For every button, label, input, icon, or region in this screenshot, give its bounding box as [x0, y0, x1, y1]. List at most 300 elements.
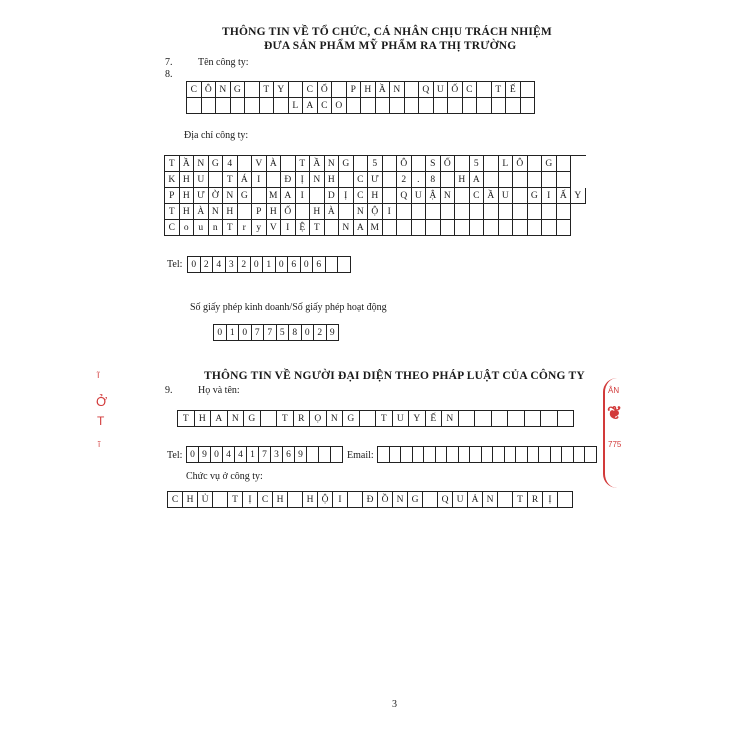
company-address-cell: K	[165, 172, 180, 188]
company-name-cell	[347, 98, 362, 114]
company-address-cell: S	[426, 156, 441, 172]
company-address-cell	[383, 188, 398, 204]
company-name-cell	[477, 98, 492, 114]
company-address-row	[165, 204, 586, 220]
company-name-cell: Q	[419, 82, 434, 98]
rep-name-cell: Y	[409, 411, 426, 427]
company-address-cell: T	[165, 156, 180, 172]
rep-email-cell	[539, 447, 551, 463]
company-address-cell: Q	[397, 188, 412, 204]
company-address-cell: Ư	[368, 172, 383, 188]
rep-name-cell	[508, 411, 525, 427]
rep-position-cell: C	[258, 492, 273, 508]
company-address-cell	[209, 172, 224, 188]
company-address-cell: N	[194, 156, 209, 172]
rep-name-cell	[525, 411, 542, 427]
rep-name-cell	[475, 411, 492, 427]
rep-position-cell: Ủ	[198, 492, 213, 508]
rep-name-cell: T	[178, 411, 195, 427]
rep-position-cell: C	[168, 492, 183, 508]
company-name-cell	[521, 82, 536, 98]
company-tel-cell: 0	[251, 257, 264, 273]
company-name-cell: C	[318, 98, 333, 114]
company-name-cell: L	[289, 98, 304, 114]
company-address-cell: Ầ	[484, 188, 499, 204]
company-tel-cell: 6	[288, 257, 301, 273]
company-address-cell	[542, 220, 557, 236]
company-address-cell: 4	[223, 156, 238, 172]
rep-email-cell	[482, 447, 494, 463]
rep-position-cell	[213, 492, 228, 508]
rep-email-cell	[390, 447, 402, 463]
company-name-cell	[260, 98, 275, 114]
license-number-cell: 9	[327, 325, 340, 341]
company-address-cell	[470, 220, 485, 236]
company-address-cell	[412, 220, 427, 236]
company-name-cell	[361, 98, 376, 114]
company-address-cell	[557, 156, 572, 172]
rep-position-cell: R	[528, 492, 543, 508]
company-name-cell	[492, 98, 507, 114]
company-address-cell	[513, 172, 528, 188]
rep-position-cell: H	[303, 492, 318, 508]
rep-position-cell: T	[513, 492, 528, 508]
company-name-cell: U	[434, 82, 449, 98]
company-name-cell	[419, 98, 434, 114]
rep-email-grid	[377, 446, 597, 463]
company-address-cell	[267, 172, 282, 188]
company-address-row	[165, 220, 586, 236]
company-address-cell: N	[223, 188, 238, 204]
license-number-cell: 1	[227, 325, 240, 341]
rep-position-cell: Q	[438, 492, 453, 508]
company-name-cell: C	[463, 82, 478, 98]
left-stamp-fragment-bottom: ĩ	[98, 440, 101, 449]
item-number-9: 9.	[165, 385, 173, 396]
company-address-cell	[325, 220, 340, 236]
rep-email-cell	[585, 447, 597, 463]
company-address-cell	[310, 188, 325, 204]
company-address-cell	[354, 156, 369, 172]
company-name-cell: Ổ	[318, 82, 333, 98]
company-name-cell	[448, 98, 463, 114]
rep-name-cell: N	[228, 411, 245, 427]
org-title-line-1: THÔNG TIN VỀ TỔ CHỨC, CÁ NHÂN CHỊU TRÁCH NHIỆM	[222, 26, 552, 38]
company-address-cell: Ấ	[557, 188, 572, 204]
company-address-cell	[484, 172, 499, 188]
rep-position-cell: Ả	[468, 492, 483, 508]
rep-email-cell	[378, 447, 390, 463]
company-address-cell: Ộ	[368, 204, 383, 220]
company-address-cell: y	[252, 220, 267, 236]
company-address-cell	[383, 156, 398, 172]
rep-position-cell: H	[273, 492, 288, 508]
company-address-cell: .	[412, 172, 427, 188]
org-title-line-2: ĐƯA SẢN PHẨM MỸ PHẨM RA THỊ TRƯỜNG	[264, 40, 517, 52]
company-name-cell	[506, 98, 521, 114]
company-address-cell	[441, 204, 456, 220]
company-tel-cell: 2	[238, 257, 251, 273]
company-address-cell: H	[223, 204, 238, 220]
rep-tel-cell	[331, 447, 343, 463]
company-address-cell: I	[252, 172, 267, 188]
license-number-cell: 5	[277, 325, 290, 341]
company-address-cell	[499, 172, 514, 188]
company-address-cell: N	[441, 188, 456, 204]
license-number-cell: 0	[239, 325, 252, 341]
company-address-cell	[484, 156, 499, 172]
rep-tel-cell: 7	[259, 447, 271, 463]
rep-position-cell: Đ	[363, 492, 378, 508]
rep-tel-label: Tel:	[167, 450, 183, 461]
rep-position-cell: T	[228, 492, 243, 508]
rep-email-cell	[447, 447, 459, 463]
license-number-cell: 7	[264, 325, 277, 341]
company-name-cell	[202, 98, 217, 114]
rep-position-cell	[348, 492, 363, 508]
rep-position-cell	[498, 492, 513, 508]
company-address-cell: N	[209, 204, 224, 220]
company-tel-cell: 0	[276, 257, 289, 273]
company-address-cell: Ô	[513, 156, 528, 172]
company-address-cell: o	[180, 220, 195, 236]
rep-position-cell	[558, 492, 573, 508]
company-address-cell	[484, 220, 499, 236]
company-address-cell: Đ	[281, 172, 296, 188]
license-number-cell: 7	[252, 325, 265, 341]
license-number-cell: 2	[314, 325, 327, 341]
company-address-cell: H	[310, 204, 325, 220]
company-address-cell: H	[180, 172, 195, 188]
company-address-cell: n	[209, 220, 224, 236]
company-tel-cell: 1	[263, 257, 276, 273]
company-address-cell: H	[267, 204, 282, 220]
company-address-cell: C	[354, 188, 369, 204]
company-name-cell	[477, 82, 492, 98]
company-address-cell	[528, 172, 543, 188]
company-address-cell	[397, 204, 412, 220]
company-name-cell	[231, 98, 246, 114]
right-stamp-fragment	[603, 378, 629, 488]
company-address-cell: Ư	[194, 188, 209, 204]
company-address-cell: H	[325, 172, 340, 188]
company-address-cell: I	[542, 188, 557, 204]
company-address-cell: D	[325, 188, 340, 204]
company-address-row	[165, 188, 586, 204]
company-tel-cell: 2	[201, 257, 214, 273]
company-address-cell	[426, 204, 441, 220]
company-address-cell	[455, 188, 470, 204]
rep-tel-grid	[186, 446, 343, 463]
company-address-cell: Ô	[397, 156, 412, 172]
rep-email-cell	[551, 447, 563, 463]
company-address-row	[165, 156, 586, 172]
company-address-cell	[484, 204, 499, 220]
company-address-cell: V	[267, 220, 282, 236]
rep-email-cell	[562, 447, 574, 463]
company-address-cell	[542, 204, 557, 220]
rep-position-cell: N	[393, 492, 408, 508]
company-address-cell	[455, 204, 470, 220]
rep-name-cell: U	[393, 411, 410, 427]
company-address-cell: I	[296, 188, 311, 204]
rep-name-cell: N	[327, 411, 344, 427]
company-address-cell	[238, 204, 253, 220]
company-address-cell	[412, 204, 427, 220]
company-address-cell: L	[499, 156, 514, 172]
company-address-cell: N	[325, 156, 340, 172]
company-address-cell: G	[238, 188, 253, 204]
company-name-cell	[332, 82, 347, 98]
company-address-cell: U	[499, 188, 514, 204]
company-name-cell	[187, 98, 202, 114]
company-address-cell: À	[194, 204, 209, 220]
company-address-cell: C	[165, 220, 180, 236]
company-address-cell	[397, 220, 412, 236]
rep-tel-cell: 9	[199, 447, 211, 463]
company-tel-cell	[326, 257, 339, 273]
company-address-cell: H	[180, 188, 195, 204]
item-number-7: 7.	[165, 57, 173, 68]
rep-name-label: Họ và tên:	[198, 385, 240, 396]
company-address-cell: Ệ	[296, 220, 311, 236]
company-address-cell: C	[470, 188, 485, 204]
company-address-cell	[281, 156, 296, 172]
company-address-label: Địa chỉ công ty:	[184, 130, 249, 141]
license-number-cell: 0	[214, 325, 227, 341]
company-address-cell	[528, 204, 543, 220]
company-name-cell: O	[332, 98, 347, 114]
company-address-cell: À	[325, 204, 340, 220]
company-name-cell	[274, 98, 289, 114]
company-address-cell: Á	[238, 172, 253, 188]
rep-email-cell	[574, 447, 586, 463]
license-label: Số giấy phép kinh doanh/Số giấy phép hoạt động	[190, 302, 387, 313]
company-address-cell: N	[310, 172, 325, 188]
rep-name-cell: A	[211, 411, 228, 427]
rep-name-cell	[261, 411, 278, 427]
company-tel-cell: 3	[226, 257, 239, 273]
rep-email-label: Email:	[347, 450, 374, 461]
company-name-label: Tên công ty:	[198, 57, 249, 68]
company-address-cell: 2	[397, 172, 412, 188]
company-name-cell	[289, 82, 304, 98]
company-name-cell	[216, 98, 231, 114]
company-address-cell: G	[209, 156, 224, 172]
rep-tel-cell: 1	[247, 447, 259, 463]
company-address-cell: V	[252, 156, 267, 172]
rep-name-cell: H	[195, 411, 212, 427]
company-address-cell: G	[528, 188, 543, 204]
company-address-cell: Y	[571, 188, 586, 204]
license-number-cell: 8	[289, 325, 302, 341]
company-address-cell: 5	[368, 156, 383, 172]
company-tel-label: Tel:	[167, 259, 183, 270]
right-stamp-text-bottom: 775	[608, 440, 622, 449]
representative-title: THÔNG TIN VỀ NGƯỜI ĐẠI DIỆN THEO PHÁP LUẬT CỦA CÔNG TY	[204, 370, 585, 382]
company-address-cell: A	[354, 220, 369, 236]
company-name-cell: H	[361, 82, 376, 98]
company-address-cell	[426, 220, 441, 236]
company-address-cell	[513, 204, 528, 220]
company-address-cell: G	[339, 156, 354, 172]
company-address-cell: H	[455, 172, 470, 188]
company-address-cell: Ị	[339, 188, 354, 204]
rep-email-cell	[413, 447, 425, 463]
company-name-cell: N	[216, 82, 231, 98]
rep-position-cell	[288, 492, 303, 508]
company-address-cell: À	[267, 156, 282, 172]
company-address-cell	[557, 220, 572, 236]
company-address-cell	[455, 156, 470, 172]
company-address-cell	[542, 172, 557, 188]
company-address-cell	[339, 172, 354, 188]
company-address-cell: Ị	[296, 172, 311, 188]
company-address-cell: r	[238, 220, 253, 236]
company-address-cell: N	[354, 204, 369, 220]
company-address-cell	[499, 220, 514, 236]
company-address-cell	[252, 188, 267, 204]
company-address-cell: P	[165, 188, 180, 204]
company-address-cell: Ầ	[180, 156, 195, 172]
company-address-cell: C	[354, 172, 369, 188]
rep-email-cell	[516, 447, 528, 463]
company-address-cell: T	[310, 220, 325, 236]
rep-name-row	[178, 411, 574, 427]
company-address-cell	[528, 220, 543, 236]
company-tel-cell: 4	[213, 257, 226, 273]
company-address-cell: M	[267, 188, 282, 204]
rep-name-cell: T	[376, 411, 393, 427]
company-name-cell: N	[390, 82, 405, 98]
rep-name-cell: N	[442, 411, 459, 427]
rep-name-cell: T	[277, 411, 294, 427]
rep-tel-cell: 4	[235, 447, 247, 463]
rep-name-cell	[541, 411, 558, 427]
rep-position-cell: H	[183, 492, 198, 508]
rep-email-row	[378, 447, 597, 463]
company-tel-cell: 0	[188, 257, 201, 273]
company-address-cell: 5	[470, 156, 485, 172]
company-name-cell	[405, 98, 420, 114]
rep-position-grid	[167, 491, 573, 508]
company-name-cell: C	[303, 82, 318, 98]
company-address-cell	[513, 220, 528, 236]
company-name-row	[187, 82, 535, 98]
rep-position-row	[168, 492, 573, 508]
company-address-cell: H	[180, 204, 195, 220]
company-address-cell: H	[368, 188, 383, 204]
rep-position-cell: Ị	[543, 492, 558, 508]
rep-tel-cell: 9	[295, 447, 307, 463]
company-name-cell: T	[260, 82, 275, 98]
rep-tel-cell	[307, 447, 319, 463]
company-address-cell: u	[194, 220, 209, 236]
company-address-cell: U	[194, 172, 209, 188]
company-name-cell	[463, 98, 478, 114]
rep-name-cell: Ế	[426, 411, 443, 427]
company-address-cell	[528, 156, 543, 172]
company-name-cell: C	[187, 82, 202, 98]
company-address-cell	[296, 204, 311, 220]
rep-email-cell	[459, 447, 471, 463]
rep-name-grid	[177, 410, 574, 427]
rep-position-cell: Ồ	[378, 492, 393, 508]
rep-position-cell: N	[483, 492, 498, 508]
company-address-cell	[470, 204, 485, 220]
company-name-grid	[186, 81, 535, 114]
company-address-cell	[383, 220, 398, 236]
company-address-cell: 8	[426, 172, 441, 188]
rep-email-cell	[528, 447, 540, 463]
company-name-cell	[521, 98, 536, 114]
company-address-row	[165, 172, 586, 188]
company-name-row	[187, 98, 535, 114]
rep-tel-cell: 6	[283, 447, 295, 463]
rep-tel-cell: 3	[271, 447, 283, 463]
rep-email-cell	[401, 447, 413, 463]
company-address-cell	[339, 204, 354, 220]
item-number-8: 8.	[165, 69, 173, 80]
company-name-cell	[376, 98, 391, 114]
company-address-cell	[557, 172, 572, 188]
rep-position-cell: U	[453, 492, 468, 508]
company-address-cell: I	[383, 204, 398, 220]
company-name-cell	[390, 98, 405, 114]
company-tel-grid	[187, 256, 351, 273]
rep-email-cell	[493, 447, 505, 463]
company-address-cell	[455, 220, 470, 236]
rep-email-cell	[436, 447, 448, 463]
company-tel-row	[188, 257, 351, 273]
rep-name-cell	[492, 411, 509, 427]
company-address-cell: M	[368, 220, 383, 236]
rep-email-cell	[505, 447, 517, 463]
company-address-cell	[513, 188, 528, 204]
rep-email-cell	[424, 447, 436, 463]
company-address-cell	[383, 172, 398, 188]
company-name-cell: A	[303, 98, 318, 114]
rep-name-cell: G	[244, 411, 261, 427]
company-address-cell	[412, 156, 427, 172]
rep-tel-cell	[319, 447, 331, 463]
left-stamp-fragment-mid: Ở	[96, 394, 108, 409]
left-stamp-fragment-top: ĩ	[97, 370, 100, 380]
left-stamp-fragment-low: T	[97, 414, 105, 428]
rep-position-cell: G	[408, 492, 423, 508]
company-address-cell: Ố	[441, 156, 456, 172]
company-address-cell	[238, 156, 253, 172]
license-number-grid	[213, 324, 339, 341]
rep-tel-cell: 0	[187, 447, 199, 463]
company-name-cell: Ế	[506, 82, 521, 98]
rep-position-cell	[423, 492, 438, 508]
company-address-cell: A	[281, 188, 296, 204]
company-address-cell: Ậ	[426, 188, 441, 204]
company-address-cell: Ầ	[310, 156, 325, 172]
page-number: 3	[392, 699, 397, 710]
company-address-cell	[499, 204, 514, 220]
company-name-cell	[434, 98, 449, 114]
rep-tel-row	[187, 447, 343, 463]
company-name-cell: T	[492, 82, 507, 98]
company-name-cell	[245, 98, 260, 114]
company-address-cell	[557, 204, 572, 220]
company-name-cell: P	[347, 82, 362, 98]
rep-name-cell: G	[343, 411, 360, 427]
company-address-cell: T	[223, 220, 238, 236]
license-number-cell: 0	[302, 325, 315, 341]
